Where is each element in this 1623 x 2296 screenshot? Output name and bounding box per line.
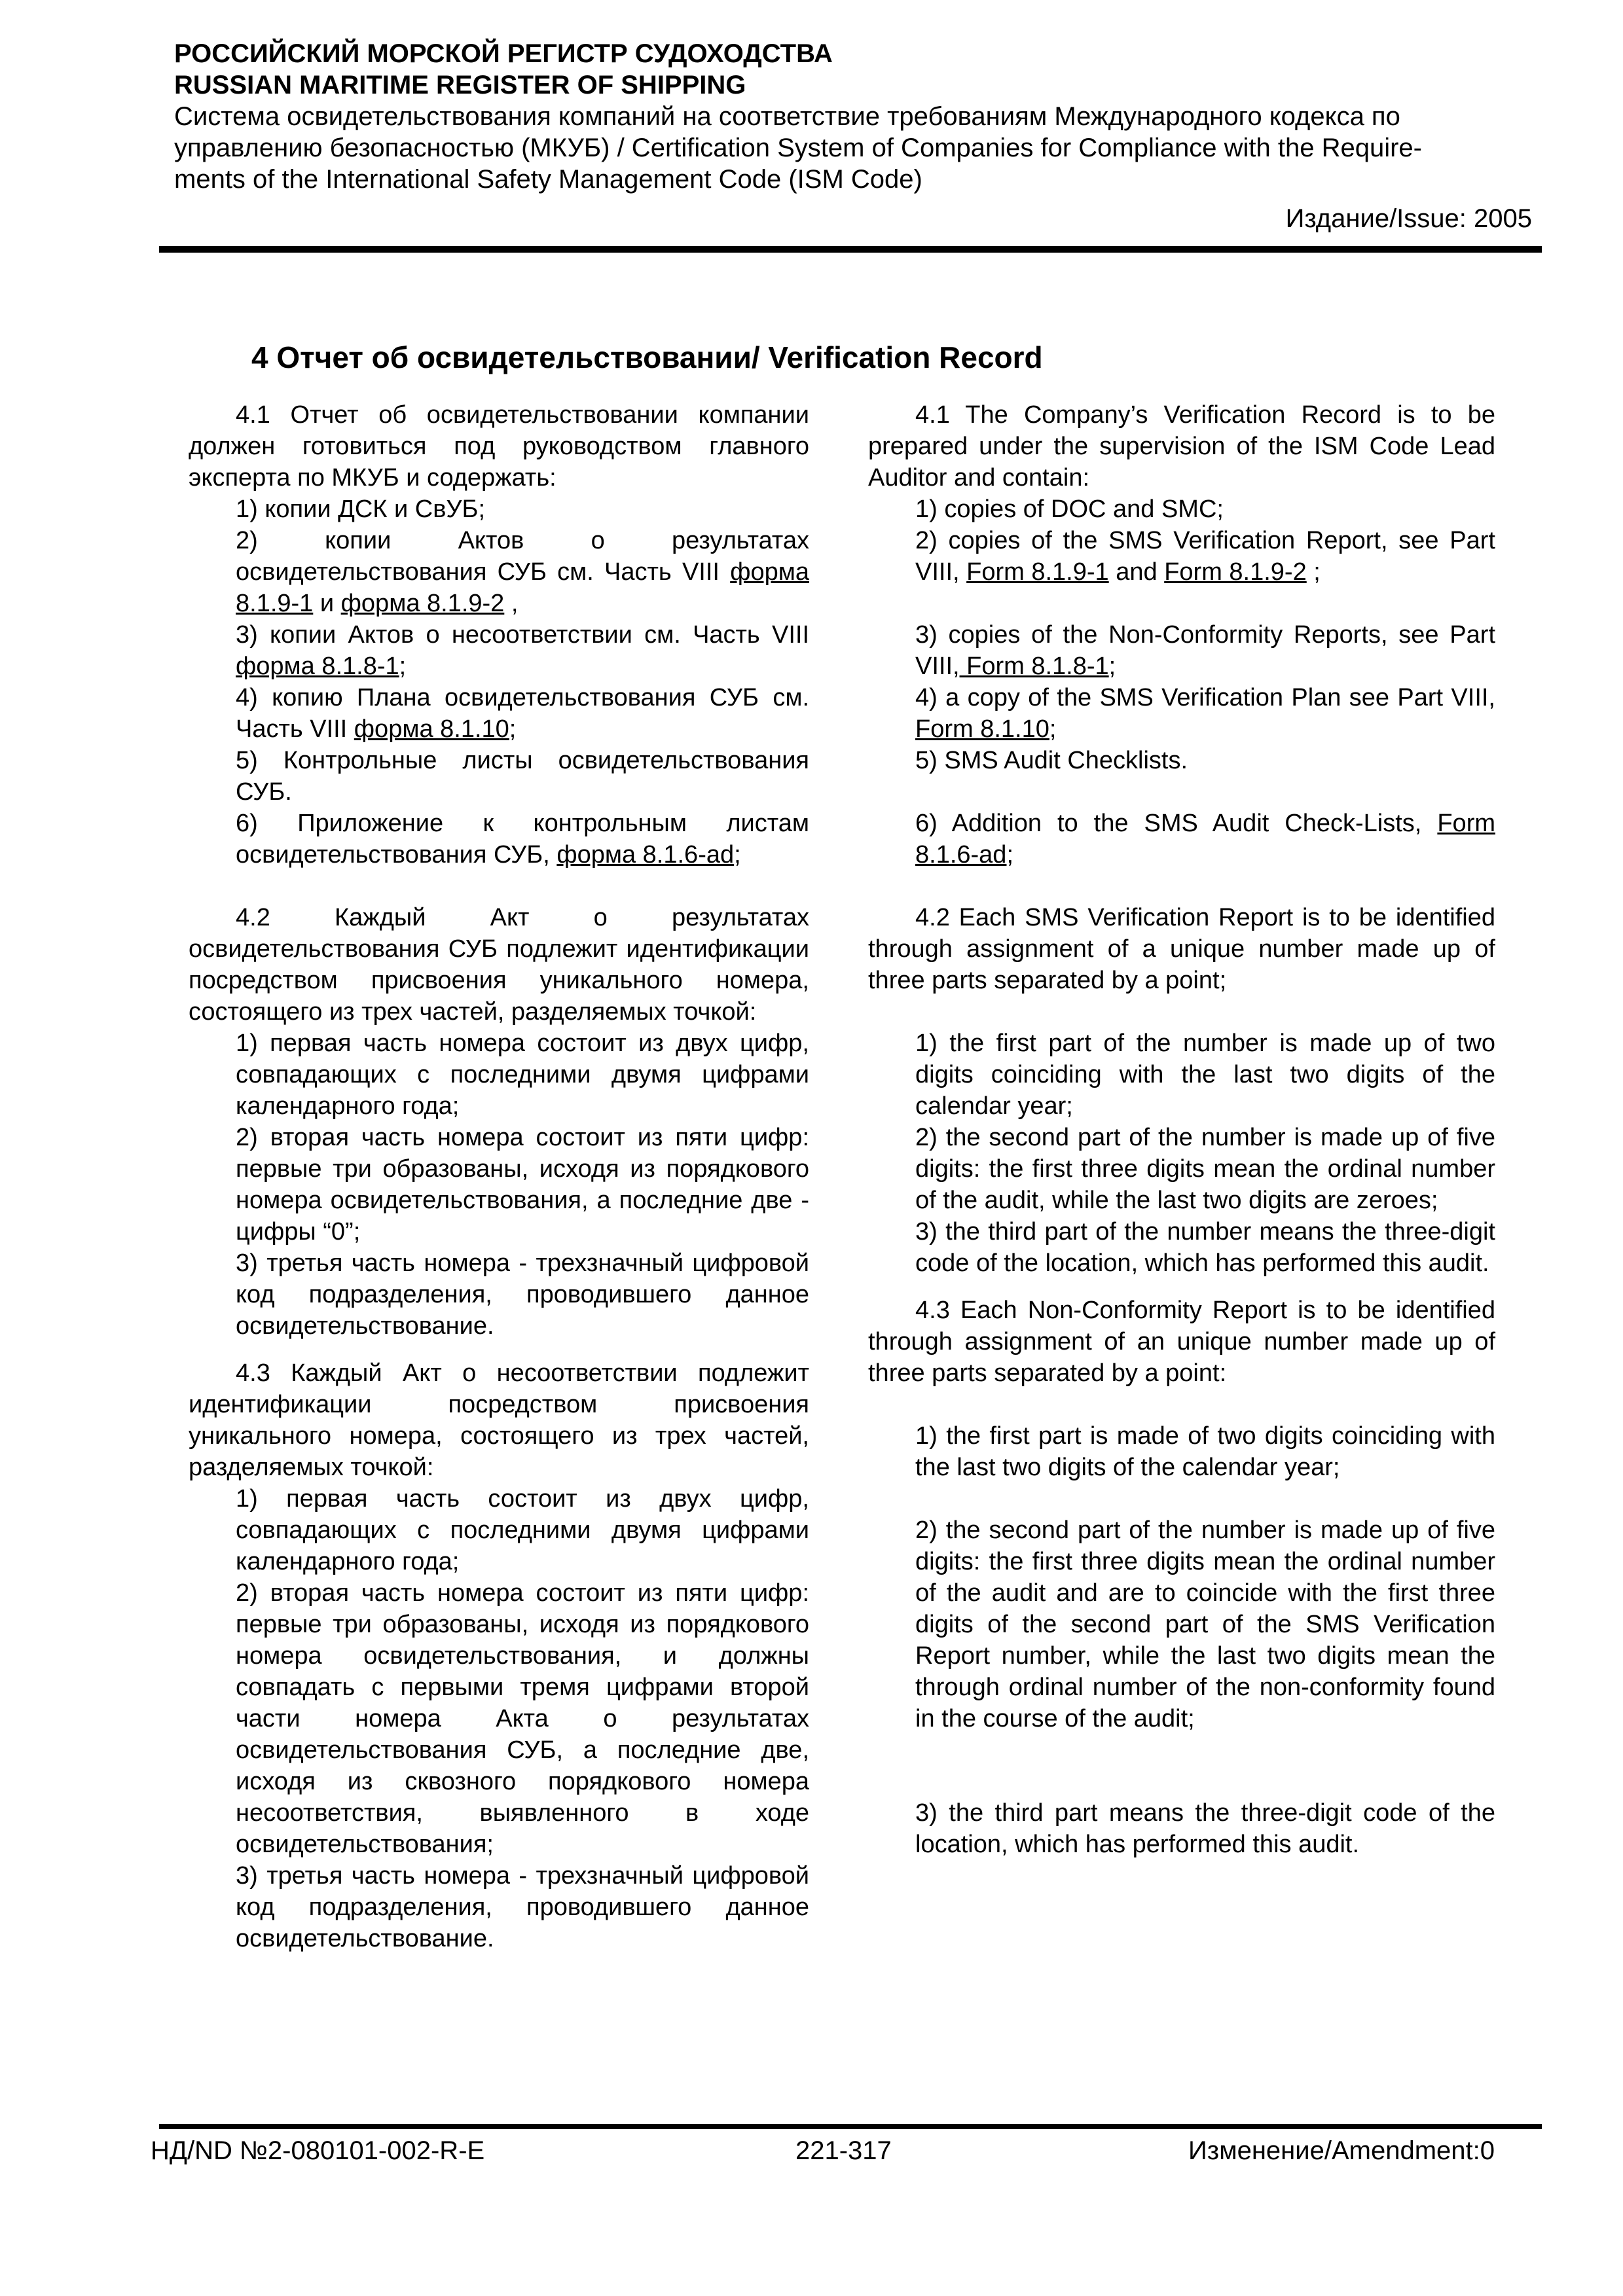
form-link[interactable]: форма 8.1.10 xyxy=(354,715,509,743)
text: , xyxy=(504,590,519,617)
page-header xyxy=(174,38,1532,234)
footer-divider xyxy=(159,2124,1542,2129)
en-item-4-1-5: 5) SMS Audit Checklists. xyxy=(915,747,1188,774)
en-item-4-1-4 xyxy=(915,682,1495,745)
system-title-line-3: ments of the International Safety Management Code (ISM Code) xyxy=(174,165,922,194)
en-item-4-1-2 xyxy=(915,525,1495,588)
text: ; xyxy=(1306,558,1321,586)
text: и xyxy=(313,590,341,617)
text: 3) copies of the Non-Conformity Reports, see Part VIII xyxy=(915,621,1495,680)
document-number: НД/ND №2-080101-002-R-E xyxy=(151,2136,485,2165)
ru-item-4-1-6 xyxy=(236,808,809,870)
form-link[interactable]: форма 8.1.9-1 xyxy=(236,558,809,617)
form-link[interactable]: форма 8.1.8-1 xyxy=(236,653,399,680)
en-item-4-1-6 xyxy=(915,808,1495,870)
amendment-label: Изменение/Amendment:0 xyxy=(1188,2136,1495,2165)
form-link[interactable]: , Form 8.1.8-1 xyxy=(953,653,1109,680)
en-paragraph-4-2: 4.2 Each SMS Verification Report is to be identified through assignment of a unique number made up of three parts separated by a point; xyxy=(868,904,1495,994)
text: 3) копии Актов о несоответствии см. Часть VIII xyxy=(236,621,809,649)
ru-item-4-1-1: 1) копии ДСК и СвУБ; xyxy=(236,495,486,523)
text: ; xyxy=(1108,653,1116,680)
text: and xyxy=(1108,558,1165,586)
text: ; xyxy=(509,715,517,743)
ru-paragraph-4-2: 4.2 Каждый Акт о результатах освидетельствования СУБ подлежит идентификации посредством присвоения уникального номера, состоящего из трех частей, разделяемых точкой: xyxy=(189,904,809,1026)
system-title-line-2: управлению безопасностью (МКУБ) / Certification System of Companies for Compliance with the Require- xyxy=(174,134,1422,162)
form-link[interactable]: Form 8.1.9-1 xyxy=(966,558,1109,586)
english-column xyxy=(868,399,1495,1860)
issue-label: Издание/Issue: 2005 xyxy=(1285,204,1532,233)
text: 6) Приложение к контрольным листам освидетельствования СУБ, xyxy=(236,810,809,869)
org-name-en: RUSSIAN MARITIME REGISTER OF SHIPPING xyxy=(174,71,746,99)
text: ; xyxy=(399,653,407,680)
text: ; xyxy=(1049,715,1057,743)
en-item-4-3-2: 2) the second part of the number is made up of five digits: the first three digits mean the ordinal number of the audit and are to coincide with the first three digits of the second part of the SMS Verification Report number, while the last two digits mean the through ordinal number of the non-conformity found in the course of the audit; xyxy=(915,1516,1495,1732)
en-item-4-2-1: 1) the first part of the number is made up of two digits coinciding with the last two digits of the calendar year; xyxy=(915,1030,1495,1120)
text: ; xyxy=(1006,841,1014,869)
en-paragraph-4-1: 4.1 The Company’s Verification Record is to be prepared under the supervision of the ISM Code Lead Auditor and contain: xyxy=(868,401,1495,492)
text: 2) копии Актов о результатах освидетельствования СУБ см. Часть VIII xyxy=(236,527,809,586)
form-link[interactable]: форма 8.1.9-2 xyxy=(340,590,505,617)
en-item-4-3-3: 3) the third part means the three-digit code of the location, which has performed this audit. xyxy=(915,1799,1495,1858)
text: ; xyxy=(734,841,741,869)
text: 6) Addition to the SMS Audit Check-Lists, xyxy=(915,810,1438,837)
en-item-4-1-3 xyxy=(915,619,1495,682)
ru-item-4-2-2: 2) вторая часть номера состоит из пяти цифр: первые три образованы, исходя из порядкового номера освидетельствования, а последние две - цифры “0”; xyxy=(236,1124,809,1246)
en-item-4-1-1: 1) copies of DOC and SMC; xyxy=(915,495,1224,523)
en-item-4-3-1: 1) the first part is made of two digits coinciding with the last two digits of the calendar year; xyxy=(915,1422,1495,1481)
system-title-line-1: Система освидетельствования компаний на соответствие требованиям Международного кодекса по xyxy=(174,102,1400,131)
ru-item-4-1-5: 5) Контрольные листы освидетельствования СУБ. xyxy=(236,747,809,806)
en-item-4-2-2: 2) the second part of the number is made up of five digits: the first three digits mean the ordinal number of the audit, while the last two digits are zeroes; xyxy=(915,1124,1495,1214)
ru-item-4-1-3 xyxy=(236,619,809,682)
russian-column xyxy=(189,399,809,1954)
ru-paragraph-4-1: 4.1 Отчет об освидетельствовании компании должен готовиться под руководством главного эксперта по МКУБ и содержать: xyxy=(189,401,809,492)
ru-item-4-3-1: 1) первая часть состоит из двух цифр, совпадающих с последними двумя цифрами календарного года; xyxy=(236,1485,809,1575)
en-paragraph-4-3: 4.3 Each Non-Conformity Report is to be identified through assignment of an unique number made up of three parts separated by a point: xyxy=(868,1297,1495,1387)
text: 2) copies of the SMS Verification Report, see Part VIII, xyxy=(915,527,1495,586)
header-divider xyxy=(159,246,1542,253)
ru-item-4-2-1: 1) первая часть номера состоит из двух цифр, совпадающих с последними двумя цифрами календарного года; xyxy=(236,1030,809,1120)
text: 4) копию Плана освидетельствования СУБ см. Часть VIII xyxy=(236,684,809,743)
ru-item-4-1-4 xyxy=(236,682,809,745)
ru-paragraph-4-3: 4.3 Каждый Акт о несоответствии подлежит идентификации посредством присвоения уникального номера, состоящего из трех частей, разделяемых точкой: xyxy=(189,1359,809,1481)
en-item-4-2-3: 3) the third part of the number means the three-digit code of the location, which has performed this audit. xyxy=(915,1218,1495,1277)
ru-item-4-2-3: 3) третья часть номера - трехзначный цифровой код подразделения, проводившего данное освидетельствование. xyxy=(236,1249,809,1340)
section-title: 4 Отчет об освидетельствовании/ Verification Record xyxy=(251,340,1043,374)
page-number: 221-317 xyxy=(795,2136,892,2165)
form-link[interactable]: Form 8.1.10 xyxy=(915,715,1049,743)
ru-item-4-3-2: 2) вторая часть номера состоит из пяти цифр: первые три образованы, исходя из порядкового номера освидетельствования, и должны совпадать с первыми тремя цифрами второй части номера Акта о результатах освидетельствования СУБ, а последние две, исходя из сквозного порядкового номера несоответствия, выявленного в ходе освидетельствования; xyxy=(236,1579,809,1858)
org-name-ru: РОССИЙСКИЙ МОРСКОЙ РЕГИСТР СУДОХОДСТВА xyxy=(174,39,833,68)
form-link[interactable]: Form 8.1.6-ad xyxy=(915,810,1495,869)
ru-item-4-3-3: 3) третья часть номера - трехзначный цифровой код подразделения, проводившего данное освидетельствование. xyxy=(236,1862,809,1952)
text: 4) a copy of the SMS Verification Plan see Part VIII, xyxy=(915,684,1495,711)
form-link[interactable]: Form 8.1.9-2 xyxy=(1164,558,1307,586)
ru-item-4-1-2 xyxy=(236,525,809,619)
form-link[interactable]: форма 8.1.6-ad xyxy=(556,841,735,869)
